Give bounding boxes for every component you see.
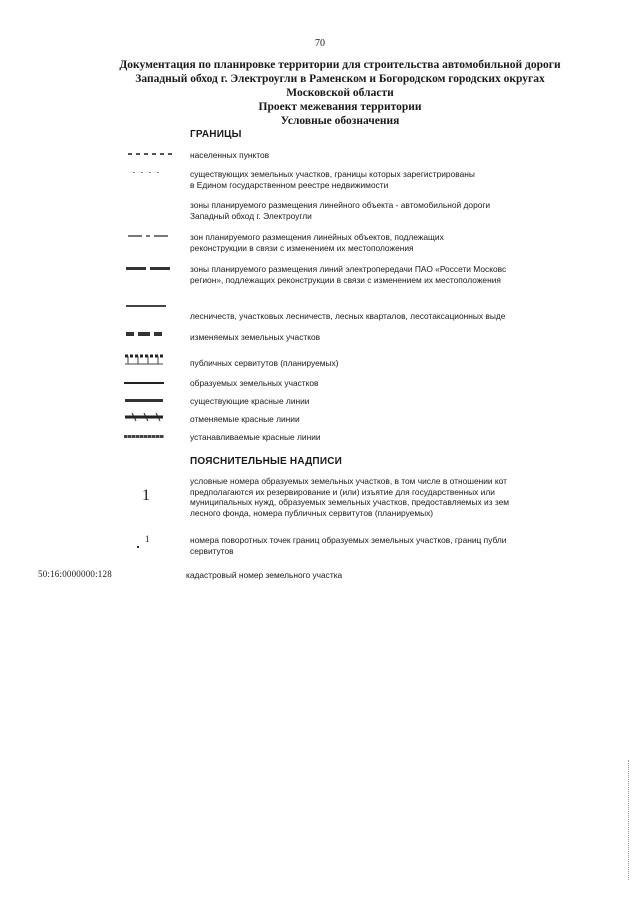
legend-item-settlements: населенных пунктов [190, 150, 270, 160]
legend-item-existing-plots: существующих земельных участков, границы которых зарегистрированы в Едином государственном реестре недвижимости [190, 169, 475, 190]
legend-item-road-zone: зоны планируемого размещения линейного объекта - автомобильной дороги Западный обход г. Электроугли [190, 200, 491, 221]
turning-point-number-symbol: 1 [145, 534, 150, 544]
legend-item-established-red-lines: устанавливаемые красные линии [190, 432, 321, 442]
title-line-1: Документация по планировке территории для строительства автомобильной дороги [119, 59, 561, 71]
turning-point-dot-icon [137, 546, 139, 548]
servitude-symbol [124, 353, 164, 367]
legend-item-existing-red-lines: существующие красные линии [190, 396, 310, 406]
title-line-3: Московской области [286, 87, 394, 99]
legend-item-forestry: лесничеств, участковых лесничеств, лесных кварталов, лесотаксационных выде [190, 311, 506, 321]
formed-plots-symbol [124, 382, 164, 384]
power-lines-symbol [126, 267, 170, 270]
title-line-5: Условные обозначения [280, 115, 400, 127]
title-line-2: Западный обход г. Электроугли в Раменском и Богородском городских округах [135, 73, 545, 85]
note-plot-numbers: условные номера образуемых земельных участков, в том числе в отношении кот предполагаются их резервирование и (или) изъятие для государственных или муниципальных нужд, образуемых земельных участков, предоставляемых из зем лесного фонда, номера публичных сервитутов (планируемых) [190, 476, 510, 518]
note-cadastral-number: кадастровый номер земельного участка [186, 570, 343, 580]
document-title [60, 58, 620, 128]
legend-item-changed-plots: изменяемых земельных участков [190, 332, 321, 342]
plot-number-symbol: 1 [142, 487, 150, 504]
existing-plots-symbol [133, 172, 159, 173]
established-red-lines-symbol [124, 435, 164, 438]
existing-red-lines-symbol [125, 399, 163, 402]
borders-heading: ГРАНИЦЫ [190, 129, 242, 140]
legend-item-cancelled-red-lines: отменяемые красные линии [190, 414, 300, 424]
legend-item-servitudes: публичных сервитутов (планируемых) [190, 358, 339, 368]
cadastral-number-example: 50:16:0000000:128 [38, 569, 112, 579]
forestry-symbol [126, 305, 166, 307]
legend-item-linear-objects: зон планируемого размещения линейных объектов, подлежащих реконструкции в связи с изменением их местоположения [190, 232, 444, 253]
linear-objects-symbol [128, 235, 168, 237]
legend-item-formed-plots: образуемых земельных участков [190, 378, 319, 388]
page-number: 70 [315, 38, 325, 49]
cancelled-red-lines-symbol [124, 413, 164, 421]
note-turning-points: номера поворотных точек границ образуемых земельных участков, границ публи сервитутов [190, 535, 507, 556]
legend-item-power-lines: зоны планируемого размещения линий электропередачи ПАО «Россети Московс регион», подлежащих реконструкции в связи с изменением их местоположения [190, 264, 507, 285]
changed-plots-symbol [126, 332, 162, 336]
title-line-4: Проект межевания территории [258, 101, 422, 113]
scan-edge-mark [628, 760, 630, 880]
settlement-border-symbol [128, 153, 172, 155]
notes-heading: ПОЯСНИТЕЛЬНЫЕ НАДПИСИ [190, 456, 343, 467]
